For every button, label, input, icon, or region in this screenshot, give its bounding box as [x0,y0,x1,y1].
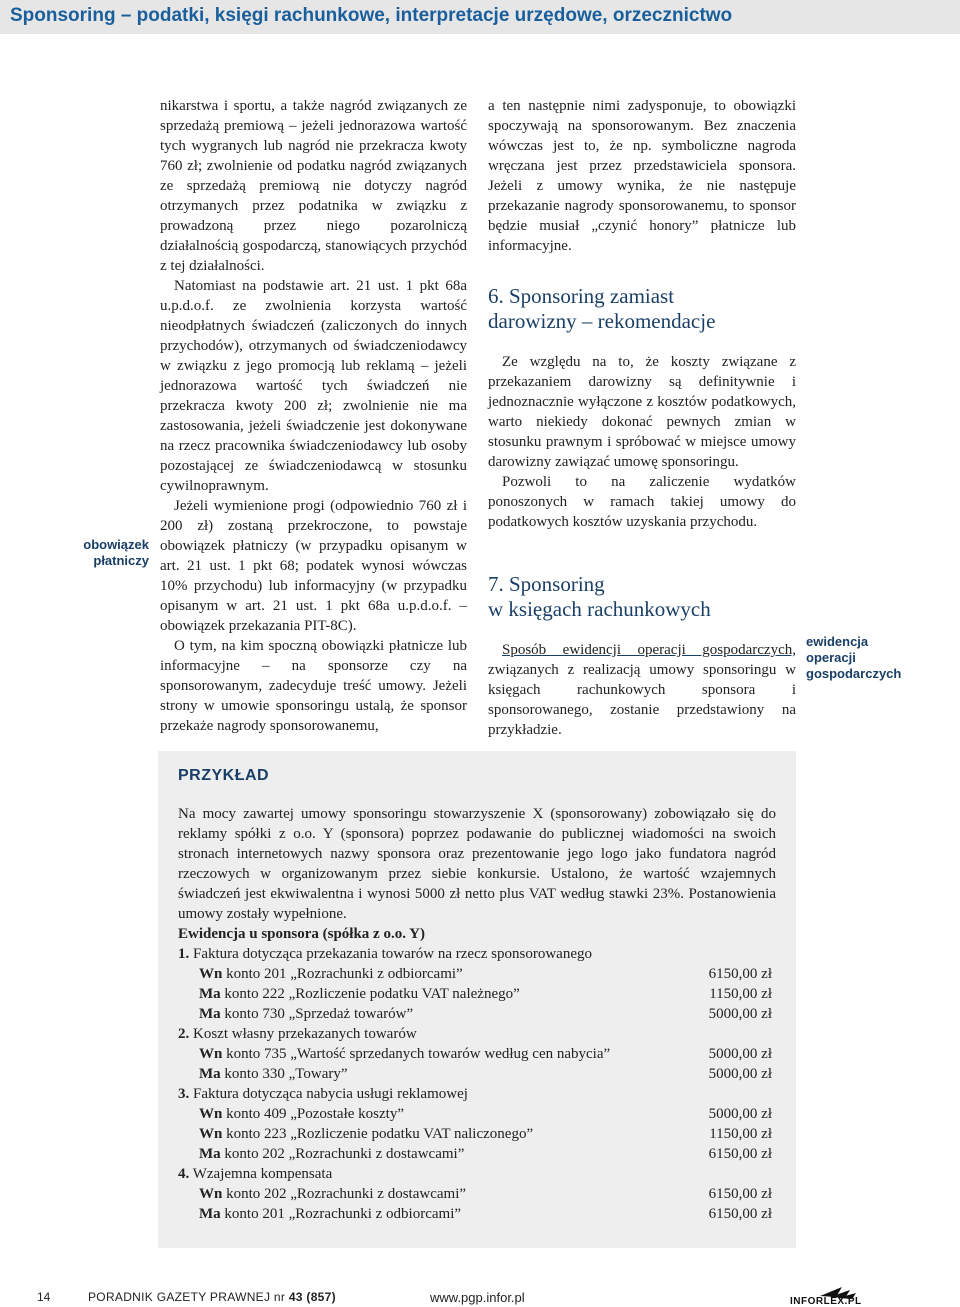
entry-account-name: konto 730 „Sprzedaż towarów” [224,1006,414,1022]
entry-side: Wn [199,966,223,982]
entry-side: Ma [199,1146,221,1162]
example-subtitle: Ewidencja u sponsora (spółka z o.o. Y) [178,926,425,942]
entry-side: Wn [199,1046,223,1062]
header-title: Sponsoring – podatki, księgi rachunkowe, interpretacje urzędowe, orzecznictwo [10,5,733,26]
entry-title [178,1024,776,1044]
entry-number: 4. [178,1166,190,1182]
left-paragraph-2: Natomiast na podstawie art. 21 ust. 1 pkt 68a u.p.d.o.f. ze zwolnienia korzysta wartość nieodpłatnych świadczeń (zaliczonych do innych przychodów), otrzymanych od świadczeniodawcy w związku z jego promocją lub reklamą – jeżeli jednorazowa wartość tych świadczeń nie przekracza kwoty 200 zł; zwolnienie nie ma zastosowania, jeżeli świadczenie jest dokonywane na rzecz pracownika świadczeniodawcy lub osoby pozostającej ze świadczeniodawcą w stosunku cywilnoprawnym. [160,278,467,494]
entry-account [199,984,520,1004]
running-header [0,0,960,34]
entry-account-name: konto 330 „Towary” [224,1066,348,1082]
entry-account-name: konto 409 „Pozostałe koszty” [226,1106,404,1122]
entry-account [199,1204,461,1224]
right-paragraph-3: Pozwoli to na zaliczenie wydatków ponoszonych w ramach takiej umowy do podatkowych kosztów uzyskania przychodu. [488,474,796,530]
entry-account-name: konto 735 „Wartość sprzedanych towarów według cen nabycia” [226,1046,611,1062]
entry-number: 2. [178,1026,190,1042]
right-paragraph-4-rest: związanych z realizacją umowy sponsoringu w księgach rachunkowych sponsora i sponsorowanego, zostanie przedstawiony na przykładzie. [488,662,796,738]
entry-title [178,944,776,964]
entry-amount: 6150,00 zł [708,1186,772,1202]
right-paragraph-2: Ze względu na to, że koszty związane z przekazaniem darowizny są definitywnie i jednoznacznie wyłączone z kosztów podatkowych, warto niekiedy dokonać pewnych zmian w stosunku prawnym i spróbować w miejsce umowy darowizny zawiązać umowę sponsoringu. [488,354,796,470]
entry-side: Wn [199,1186,223,1202]
entry-title [178,1164,776,1184]
section-6-heading-line2: darowizny – rekomendacje [488,309,716,333]
entry-amount: 6150,00 zł [708,1146,772,1162]
entry-amount: 1150,00 zł [709,1126,772,1142]
entry-amount: 5000,00 zł [708,1066,772,1082]
entry-row [178,1004,776,1024]
entry-row [178,1144,776,1164]
entry-account [199,964,463,984]
entry-side: Wn [199,1106,223,1122]
margin-note-ewidencja-operacji [806,634,936,682]
section-6-heading-line1: 6. Sponsoring zamiast [488,284,675,308]
section-7-heading [488,572,796,622]
entry-amount: 6150,00 zł [708,966,772,982]
right-paragraph-1: a ten następnie nimi zadysponuje, to obowiązki spoczywają na sponsorowanym. Bez znaczenia wówczas jest to, że np. symboliczne nagroda wręczana jest przez przedstawiciela sponsora. Jeżeli z umowy wynika, że nie następuje przekazanie nagrody sponsorowanemu, to sponsor będzie musiał „czynić honory” płatnicze lub informacyjne. [488,98,796,254]
entry-title [178,1084,776,1104]
entry-account [199,1124,533,1144]
entry-account [199,1184,466,1204]
margin-note-line: ewidencja [806,634,869,649]
left-paragraph-3: Jeżeli wymienione progi (odpowiednio 760 zł i 200 zł) zostaną przekroczone, to powstaje obowiązek płatniczy (w przypadku opisanym w art. 21 ust. 1 pkt 68; podatek wynosi wówczas 10% przychodu) lub informacyjny (w przypadku opisanym w art. 21 ust. 1 pkt 68a u.p.d.o.f. – obowiązek przekazania PIT-8C). [160,498,467,634]
entry-account-name: konto 202 „Rozrachunki z dostawcami” [226,1186,467,1202]
entry-row [178,964,776,984]
entry-side: Ma [199,986,221,1002]
entry-row [178,1184,776,1204]
example-box [158,751,796,1248]
footer-url: www.pgp.infor.pl [430,1290,525,1305]
right-column [488,96,796,740]
page-number: 14 [37,1290,51,1304]
entry-account [199,1064,348,1084]
entry-title-text: Koszt własny przekazanych towarów [193,1026,417,1042]
entry-account-name: konto 201 „Rozrachunki z odbiorcami” [226,966,463,982]
entry-side: Ma [199,1206,221,1222]
entry-row [178,984,776,1004]
entry-account [199,1144,464,1164]
left-column [160,96,467,736]
entry-number: 3. [178,1086,190,1102]
entry-side: Ma [199,1066,221,1082]
issue-number: 43 [288,1290,303,1304]
right-paragraph-4 [488,640,796,740]
margin-note-line: płatniczy [93,553,149,568]
entry-title-text: Faktura dotycząca przekazania towarów na rzecz sponsorowanego [193,946,592,962]
entry-title-text: Wzajemna kompensata [192,1166,333,1182]
right-paragraph-4-lead: Sposób ewidencji operacji gospodarczych, [502,642,796,658]
inforlex-logo [790,1285,870,1307]
entry-account-name: konto 202 „Rozrachunki z dostawcami” [224,1146,465,1162]
entry-account-name: konto 222 „Rozliczenie podatku VAT należnego” [224,986,520,1002]
left-paragraph-1: nikarstwa i sportu, a także nagród związanych ze sprzedażą premiową – jeżeli jednorazowa wartość tych wygranych lub nagród nie przekracza kwoty 760 zł; zwolnienie od podatku nagród związanych ze sprzedażą premiową nie dotyczy nagród otrzymanych przez podatnika w związku z prowadzoną przez niego pozarolniczą działalnością gospodarczą, stanowiących przychód z tej działalności. [160,98,467,274]
margin-note-line: obowiązek [83,537,149,552]
page-footer [0,1285,960,1307]
entry-amount: 5000,00 zł [708,1006,772,1022]
section-6-heading [488,284,796,334]
section-7-heading-line1: 7. Sponsoring [488,572,605,596]
entry-side: Wn [199,1126,223,1142]
entry-amount: 6150,00 zł [708,1206,772,1222]
entry-row [178,1124,776,1144]
example-text: Na mocy zawartej umowy sponsoringu stowarzyszenie X (sponsorowany) zobowiązało się do reklamy spółki z o.o. Y (sponsora) poprzez podawanie do publicznej wiadomości na swoich stronach internetowych nazwy sponsora oraz prezentowanie jego logo jako fundatora nagród rzeczowych w organizowanym przez siebie konkursie. Ustalono, że wartość wzajemnych świadczeń jest ekwiwalentna i wynosi 5000 zł netto plus VAT według stawki 23%. Postanowienia umowy zostały wypełnione. [178,806,776,922]
entry-amount: 1150,00 zł [709,986,772,1002]
entry-row [178,1204,776,1224]
entry-amount: 5000,00 zł [708,1106,772,1122]
entry-number: 1. [178,946,190,962]
logo-text: INFORLEX.PL [790,1296,862,1307]
entry-account [199,1004,413,1024]
entry-row [178,1044,776,1064]
entry-title-text: Faktura dotycząca nabycia usługi reklamowej [193,1086,468,1102]
margin-note-line: operacji [806,650,856,665]
margin-note-line: gospodarczych [806,666,902,681]
issue-total: (857) [306,1290,336,1304]
left-paragraph-4: O tym, na kim spoczną obowiązki płatnicze lub informacyjne – na sponsorze czy na sponsorowanym, zadecyduje treść umowy. Jeżeli strony w umowie sponsoringu ustalą, że sponsor przekaże nagrody sponsorowanemu, [160,638,467,734]
entry-account [199,1044,610,1064]
section-7-heading-line2: w księgach rachunkowych [488,597,711,621]
entry-row [178,1104,776,1124]
entry-side: Ma [199,1006,221,1022]
publication-name [88,1290,336,1304]
margin-note-obowiazek-platniczy [83,537,149,569]
example-title: PRZYKŁAD [178,767,270,784]
bookkeeping-entries [178,944,776,1224]
entry-account-name: konto 223 „Rozliczenie podatku VAT naliczonego” [226,1126,534,1142]
entry-row [178,1064,776,1084]
publication-prefix: PORADNIK GAZETY PRAWNEJ nr [88,1290,286,1304]
entry-account [199,1104,404,1124]
entry-amount: 5000,00 zł [708,1046,772,1062]
entry-account-name: konto 201 „Rozrachunki z odbiorcami” [224,1206,462,1222]
